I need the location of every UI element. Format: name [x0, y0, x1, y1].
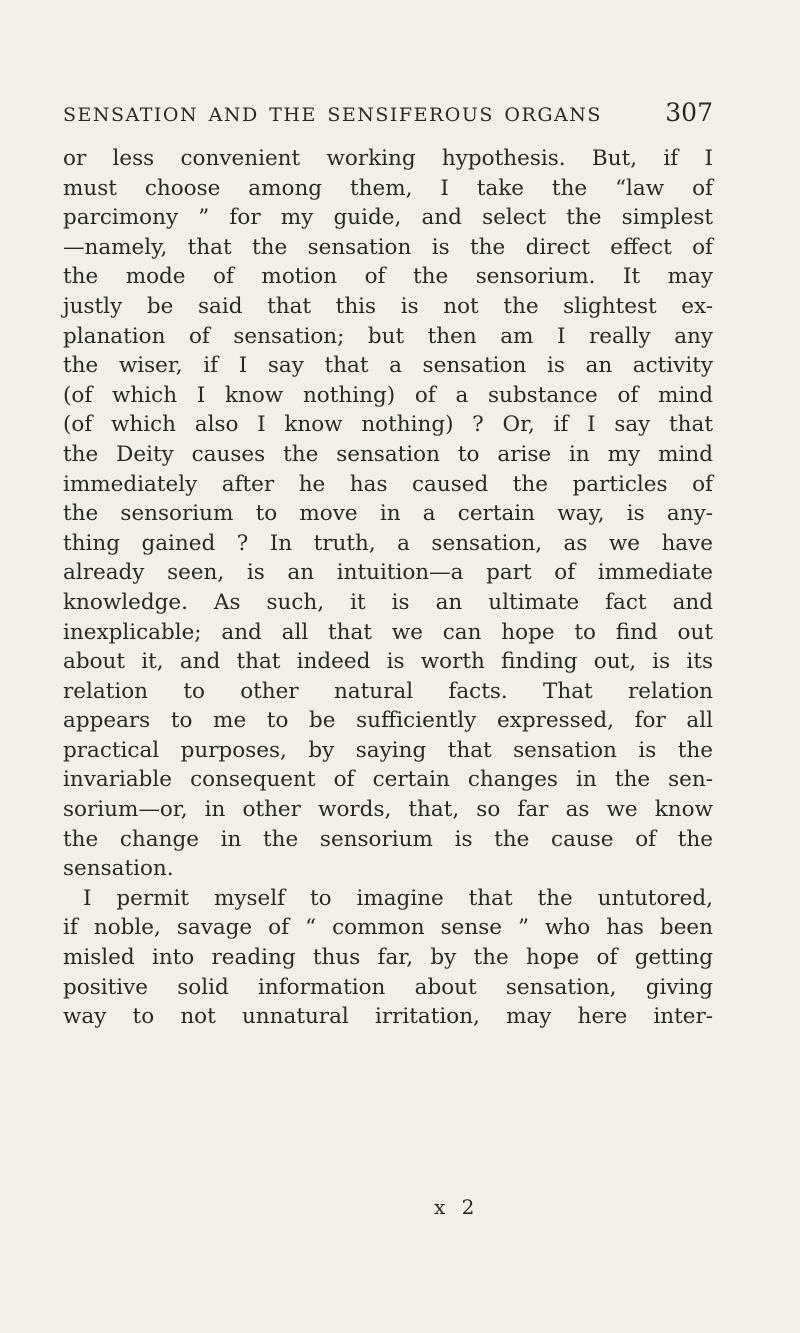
text-line: parcimony ” for my guide, and select the simplest — [63, 205, 713, 231]
text-line: (of which also I know nothing) ? Or, if I say that — [63, 412, 713, 438]
text-line: the mode of motion of the sensorium. It may — [63, 264, 713, 290]
signature-mark: x 2 — [434, 1195, 480, 1219]
text-line: the wiser, if I say that a sensation is an activity — [63, 353, 713, 379]
page-number: 307 — [665, 98, 713, 127]
text-line: sorium—or, in other words, that, so far as we know — [63, 797, 713, 823]
text-line: sensation. — [63, 856, 174, 882]
text-line: the sensorium to move in a certain way, is any- — [63, 501, 713, 527]
text-line: justly be said that this is not the slightest ex- — [63, 293, 713, 319]
text-line: or less convenient working hypothesis. But, if I — [63, 146, 713, 171]
text-line: knowledge. As such, it is an ultimate fact and — [63, 589, 713, 615]
text-line: invariable consequent of certain changes in the sen- — [63, 767, 713, 793]
running-title: SENSATION AND THE SENSIFEROUS ORGANS — [63, 104, 602, 126]
text-line: way to not unnatural irritation, may here inter- — [63, 1004, 713, 1030]
text-line: planation of sensation; but then am I really any — [63, 323, 713, 349]
running-head — [63, 98, 713, 127]
text-line: about it, and that indeed is worth finding out, is its — [63, 649, 713, 675]
text-line: (of which I know nothing) of a substance of mind — [63, 382, 713, 408]
text-line: practical purposes, by saying that sensation is the — [63, 737, 713, 763]
paragraph-start-line: I permit myself to imagine that the untutored, — [83, 885, 713, 911]
text-line: positive solid information about sensation, giving — [63, 974, 713, 1000]
text-line: the Deity causes the sensation to arise in my mind — [63, 441, 713, 467]
text-line: immediately after he has caused the particles of — [63, 471, 713, 497]
text-line: appears to me to be sufficiently expressed, for all — [63, 708, 713, 734]
text-line: inexplicable; and all that we can hope to find out — [63, 619, 713, 645]
text-line: relation to other natural facts. That relation — [63, 678, 713, 704]
text-line: thing gained ? In truth, a sensation, as we have — [63, 530, 713, 556]
body-text — [63, 144, 713, 1032]
text-line: misled into reading thus far, by the hope of getting — [63, 945, 713, 971]
text-line: already seen, is an intuition—a part of immediate — [63, 560, 713, 586]
text-line: the change in the sensorium is the cause of the — [63, 826, 713, 852]
text-line: if noble, savage of “ common sense ” who has been — [63, 915, 713, 941]
text-line: —namely, that the sensation is the direct effect of — [63, 234, 713, 260]
text-line: must choose among them, I take the “law of — [63, 175, 713, 201]
